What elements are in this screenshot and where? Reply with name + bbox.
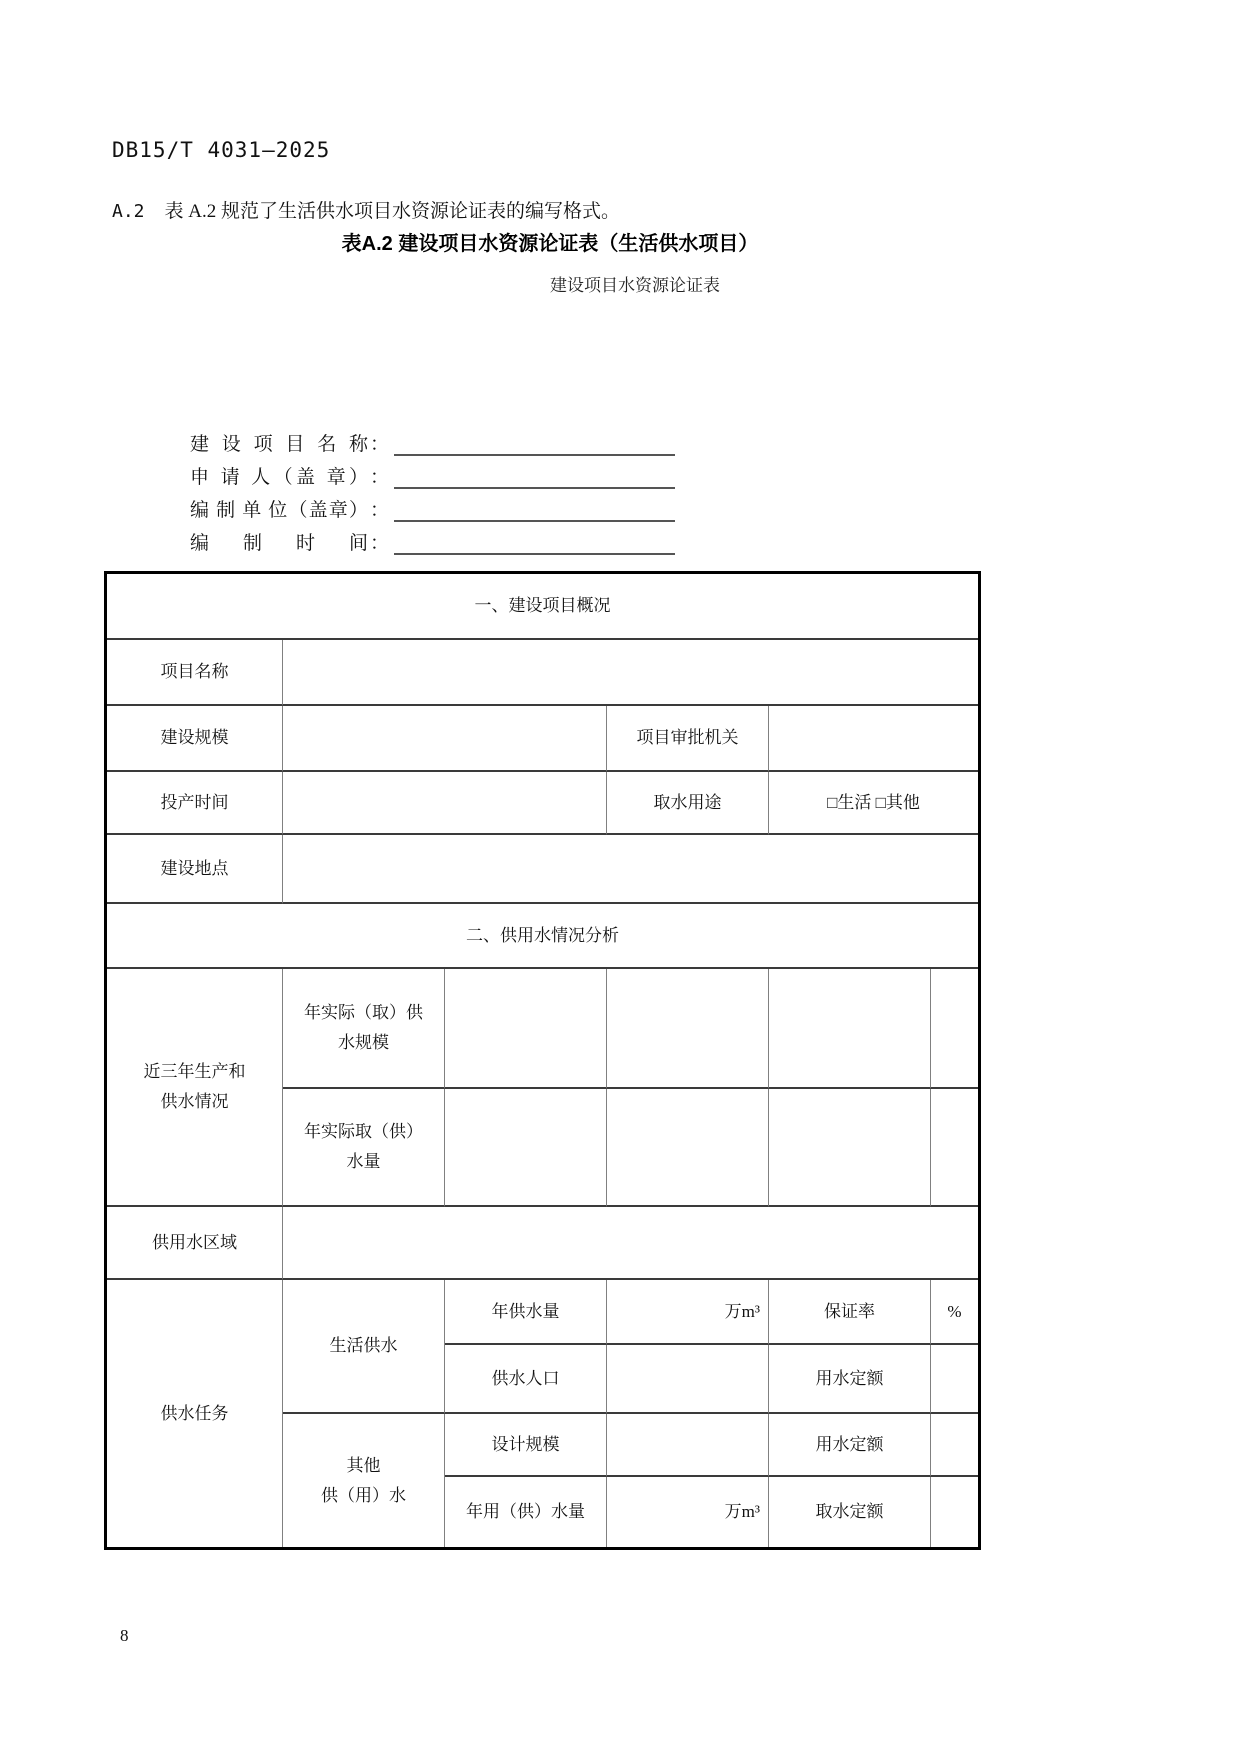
use-quota2-value	[931, 1414, 978, 1477]
other-supply-line2: 供（用）水	[321, 1485, 406, 1505]
field-compile-time	[190, 525, 675, 555]
construction-site-label: 建设地点	[107, 835, 283, 904]
intake-quota-value	[931, 1477, 978, 1547]
actual-supply-scale-line1: 年实际（取）供	[304, 1003, 423, 1023]
form-title: 建设项目水资源论证表	[550, 276, 720, 295]
scale-year-cell-1	[445, 969, 607, 1089]
supply-task-label: 供水任务	[107, 1280, 283, 1547]
field-compiling-unit-colon: ：	[370, 500, 390, 521]
design-scale-label: 设计规模	[445, 1414, 607, 1477]
field-applicant	[190, 459, 675, 489]
scale-year-cell-2	[607, 969, 769, 1089]
design-scale-value	[607, 1414, 769, 1477]
supply-region-label: 供用水区域	[107, 1207, 283, 1280]
population-label: 供水人口	[445, 1345, 607, 1414]
recent-years-label	[107, 969, 283, 1207]
section2-header: 二、供用水情况分析	[107, 904, 978, 969]
clause-text: 表 A.2 规范了生活供水项目水资源论证表的编写格式。	[164, 201, 620, 222]
population-value	[607, 1345, 769, 1414]
scale-year-cell-4	[931, 969, 978, 1089]
actual-supply-scale-label	[283, 969, 445, 1089]
standard-number: DB15/T 4031—2025	[112, 138, 331, 162]
water-purpose-options: □生活 □其他	[769, 772, 978, 835]
table-caption: 表A.2 建设项目水资源论证表（生活供水项目）	[341, 233, 759, 255]
field-project-name-label: 建 设 项 目 名 称	[190, 434, 368, 455]
demonstration-form-table	[104, 571, 981, 1550]
volume-year-cell-2	[607, 1089, 769, 1207]
form-title-wrap	[105, 271, 1165, 296]
intake-quota-label: 取水定额	[769, 1477, 931, 1547]
actual-intake-volume-line1: 年实际取（供）	[304, 1122, 423, 1142]
field-compiling-unit-label: 编 制 单 位（盖章）	[190, 500, 368, 521]
annual-use-unit: 万m³	[607, 1477, 769, 1547]
other-supply-label	[283, 1414, 445, 1547]
supply-region-value	[283, 1207, 978, 1280]
actual-intake-volume-label	[283, 1089, 445, 1207]
water-purpose-label: 取水用途	[607, 772, 769, 835]
recent-years-label-line1: 近三年生产和	[143, 1062, 246, 1082]
clause-label: A.2	[112, 201, 145, 222]
field-project-name-colon: ：	[370, 434, 390, 455]
field-applicant-label: 申 请 人（盖 章）	[190, 467, 368, 488]
field-compile-time-colon: ：	[370, 533, 390, 554]
field-project-name	[190, 426, 675, 456]
guarantee-rate-unit: %	[931, 1280, 978, 1345]
approval-authority-label: 项目审批机关	[607, 706, 769, 772]
actual-supply-scale-line2: 水规模	[338, 1033, 389, 1052]
actual-intake-volume-line2: 水量	[346, 1152, 381, 1171]
clause-paragraph	[112, 196, 620, 223]
table-caption-wrap	[105, 227, 995, 256]
field-compile-time-blank	[394, 529, 675, 555]
construction-scale-value	[283, 706, 607, 772]
construction-scale-label: 建设规模	[107, 706, 283, 772]
field-compiling-unit-blank	[394, 496, 675, 522]
use-quota-value	[931, 1345, 978, 1414]
project-name-label: 项目名称	[107, 640, 283, 706]
approval-authority-value	[769, 706, 978, 772]
field-project-name-blank	[394, 430, 675, 456]
annual-supply-unit: 万m³	[607, 1280, 769, 1345]
project-name-value	[283, 640, 978, 706]
field-compiling-unit	[190, 492, 675, 522]
scale-year-cell-3	[769, 969, 931, 1089]
page-number: 8	[120, 1626, 129, 1645]
annual-supply-label: 年供水量	[445, 1280, 607, 1345]
domestic-supply-label: 生活供水	[283, 1280, 445, 1414]
annual-use-label: 年用（供）水量	[445, 1477, 607, 1547]
section1-header: 一、建设项目概况	[107, 574, 978, 640]
field-compile-time-label: 编 制 时 间	[190, 533, 368, 554]
use-quota2-label: 用水定额	[769, 1414, 931, 1477]
commissioning-time-label: 投产时间	[107, 772, 283, 835]
other-supply-line1: 其他	[346, 1455, 381, 1475]
field-applicant-blank	[394, 463, 675, 489]
use-quota-label: 用水定额	[769, 1345, 931, 1414]
commissioning-time-value	[283, 772, 607, 835]
volume-year-cell-1	[445, 1089, 607, 1207]
volume-year-cell-4	[931, 1089, 978, 1207]
construction-site-value	[283, 835, 978, 904]
field-applicant-colon: ：	[370, 467, 390, 488]
recent-years-label-line2: 供水情况	[160, 1092, 229, 1111]
volume-year-cell-3	[769, 1089, 931, 1207]
guarantee-rate-label: 保证率	[769, 1280, 931, 1345]
